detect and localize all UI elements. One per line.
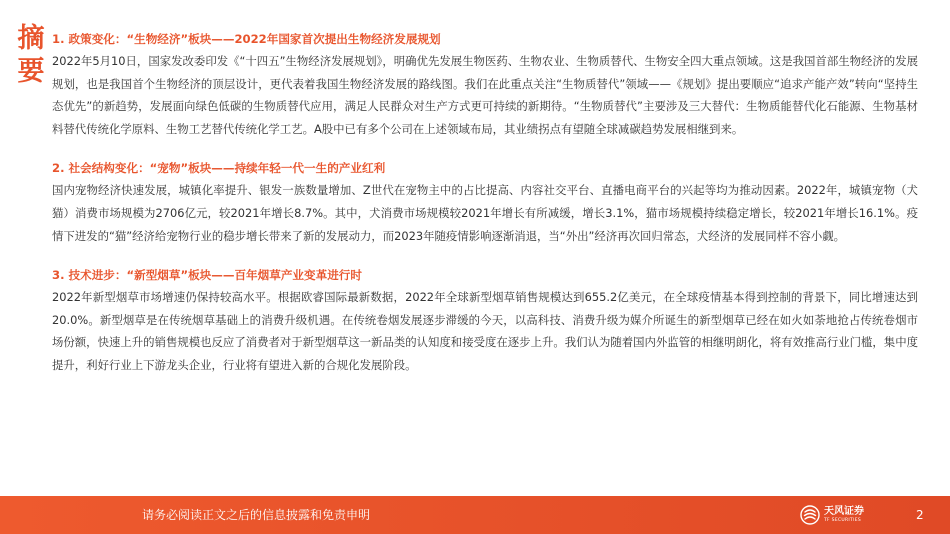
summary-title: [14, 22, 48, 88]
section-heading: 2. 社会结构变化：“宠物”板块——持续年轻一代一生的产业红利: [52, 161, 386, 176]
disclaimer-link[interactable]: 请务必阅读正文之后的信息披露和免责申明: [142, 508, 371, 522]
section-body: 国内宠物经济快速发展，城镇化率提升、银发一族数量增加、Z世代在宠物主中的占比提高、内容社交平台、直播电商平台的兴起等均为推动因素。2022年，城镇宠物（犬猫）消费市场规模为2706亿元，较2021年增长8.7%。其中，犬消费市场规模较2021年增长有所减缓，增长3.1%，猫市场规模持续稳定增长，较2021年增长16.1%。疫情下进发的“猫”经济给宠物行业的稳步增长带来了新的发展动力，而2023年随疫情影响逐渐消退，当“外出”经济再次回归常态，犬经济的发展同样不容小觑。: [52, 183, 918, 243]
logo-name-en: TF SECURITIES: [824, 518, 862, 523]
company-logo: [800, 504, 864, 526]
summary-title-char-1: 摘: [17, 23, 45, 54]
section-technology: [52, 264, 918, 376]
section-policy: [52, 28, 918, 140]
tf-securities-logo-icon: [800, 505, 820, 525]
footer-bar: [0, 496, 950, 534]
logo-name-cn: 天风证券: [824, 506, 864, 517]
logo-text: [824, 506, 864, 524]
section-body: 2022年新型烟草市场增速仍保持较高水平。根据欧睿国际最新数据，2022年全球新型烟草销售规模达到655.2亿美元，在全球疫情基本得到控制的背景下，同比增速达到20.0%。新型烟草是在传统烟草基础上的消费升级机遇。在传统卷烟发展逐步滞缓的今天，以高科技、消费升级为媒介所诞生的新型烟草已经在如火如荼地抢占传统卷烟市场份额，快速上升的销售规模也反应了消费者对于新型烟草这一新品类的认知度和接受度在逐步上升。我们认为随着国内外监管的相继明朗化，将有效推高行业门槛，集中度提升，利好行业上下游龙头企业，行业将有望进入新的合规化发展阶段。: [52, 290, 918, 372]
summary-content: [52, 28, 918, 394]
summary-title-char-2: 要: [17, 56, 45, 87]
section-heading: 1. 政策变化：“生物经济”板块——2022年国家首次提出生物经济发展规划: [52, 32, 441, 46]
section-heading: 3. 技术进步：“新型烟草”板块——百年烟草产业变革进行时: [52, 268, 362, 283]
section-social-structure: [52, 157, 918, 247]
section-body: 2022年5月10日，国家发改委印发《“十四五”生物经济发展规划》，明确优先发展生物医药、生物农业、生物质替代、生物安全四大重点领域。这是我国首部生物经济的发展规划，也是我国首个生物经济的顶层设计，更代表着我国生物经济发展的路线图。我们在此重点关注“生物质替代”领域——《规划》提出要顺应“追求产能产效”转向“坚持生态优先”的新趋势，发展面向绿色低碳的生物质替代应用，满足人民群众对生产方式更可持续的新期待。“生物质替代”主要涉及三大替代：生物质能替代化石能源、生物基材料替代传统化学原料、生物工艺替代传统化学工艺。A股中已有多个公司在上述领域布局，其业绩拐点有望随全球减碳趋势发展相继到来。: [52, 54, 918, 136]
page-number: 2: [916, 508, 924, 522]
